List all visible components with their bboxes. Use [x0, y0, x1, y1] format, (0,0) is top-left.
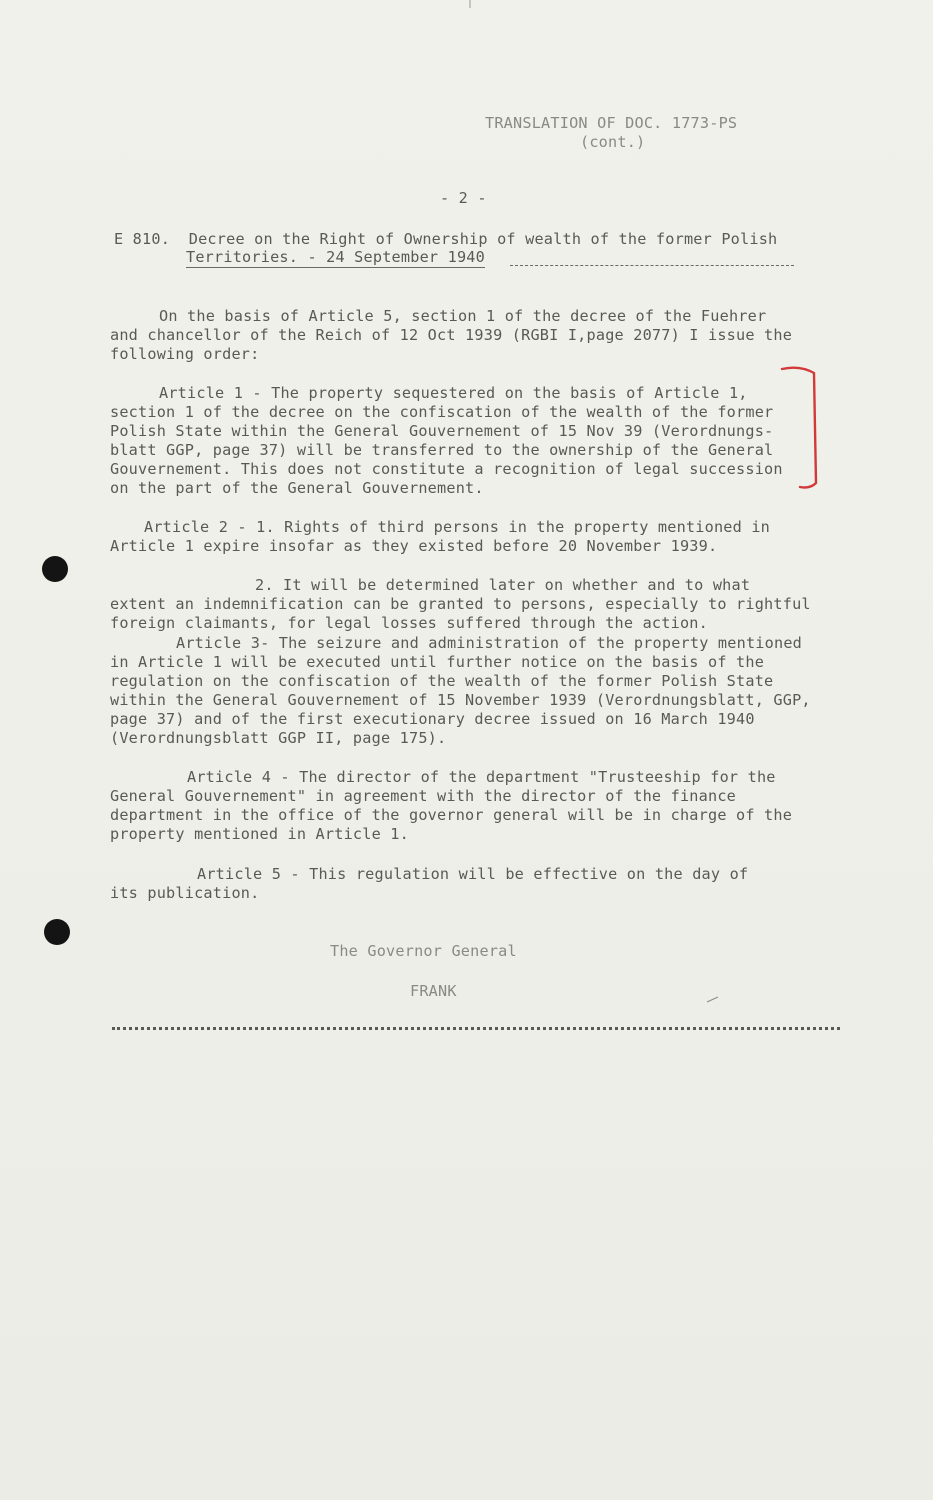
signature-name: FRANK: [410, 982, 457, 1000]
article2-line-2: Article 1 expire insofar as they existed before 20 November 1939.: [110, 537, 718, 555]
article2-line-1: Article 2 - 1. Rights of third persons in the property mentioned in: [144, 518, 771, 536]
article5-line-1: Article 5 - This regulation will be effective on the day of: [197, 865, 749, 883]
article1-line-6: on the part of the General Gouvernement.: [110, 479, 484, 497]
article1-line-1: Article 1 - The property sequestered on the basis of Article 1,: [159, 384, 748, 402]
decree-subheading: Territories. - 24 September 1940: [186, 248, 485, 266]
continued-label: (cont.): [580, 133, 646, 151]
decree-heading: E 810. Decree on the Right of Ownership of wealth of the former Polish: [114, 230, 778, 248]
heading-dash-rule: [510, 265, 794, 266]
translation-header: TRANSLATION OF DOC. 1773-PS: [485, 114, 738, 132]
crease-mark: [468, 0, 472, 8]
article4-line-1: Article 4 - The director of the department "Trusteeship for the: [187, 768, 776, 786]
article3-line-5: page 37) and of the first executionary decree issued on 16 March 1940: [110, 710, 755, 728]
article2-2-line-2: extent an indemnification can be granted to persons, especially to rightful: [110, 595, 811, 613]
article3-line-6: (Verordnungsblatt GGP II, page 175).: [110, 729, 447, 747]
article3-line-1: Article 3- The seizure and administration of the property mentioned: [176, 634, 803, 652]
article2-2-line-3: foreign claimants, for legal losses suffered through the action.: [110, 614, 708, 632]
article3-line-3: regulation on the confiscation of the wealth of the former Polish State: [110, 672, 774, 690]
dotted-separator: [112, 1027, 840, 1030]
intro-line-1: On the basis of Article 5, section 1 of the decree of the Fuehrer: [159, 307, 767, 325]
article3-line-4: within the General Gouvernement of 15 November 1939 (Verordnungsblatt, GGP,: [110, 691, 811, 709]
intro-line-2: and chancellor of the Reich of 12 Oct 1939 (RGBI I,page 2077) I issue the: [110, 326, 793, 344]
article4-line-2: General Gouvernement" in agreement with the director of the finance: [110, 787, 737, 805]
article1-line-2: section 1 of the decree on the confiscation of the wealth of the former: [110, 403, 774, 421]
pen-tick-mark: [706, 995, 720, 1003]
article5-line-2: its publication.: [110, 884, 260, 902]
article1-line-3: Polish State within the General Gouvernement of 15 Nov 39 (Verordnungs-: [110, 422, 774, 440]
article1-line-5: Gouvernement. This does not constitute a recognition of legal succession: [110, 460, 783, 478]
article4-line-4: property mentioned in Article 1.: [110, 825, 409, 843]
article3-line-2: in Article 1 will be executed until further notice on the basis of the: [110, 653, 765, 671]
red-pencil-bracket: [780, 365, 820, 495]
article1-line-4: blatt GGP, page 37) will be transferred to the ownership of the General: [110, 441, 774, 459]
punch-hole-top: [42, 556, 68, 582]
intro-line-3: following order:: [110, 345, 260, 363]
signature-title: The Governor General: [330, 942, 517, 960]
article4-line-3: department in the office of the governor general will be in charge of the: [110, 806, 793, 824]
article2-2-line-1: 2. It will be determined later on whether and to what: [255, 576, 751, 594]
page-number: - 2 -: [440, 189, 487, 207]
punch-hole-bottom: [44, 919, 70, 945]
